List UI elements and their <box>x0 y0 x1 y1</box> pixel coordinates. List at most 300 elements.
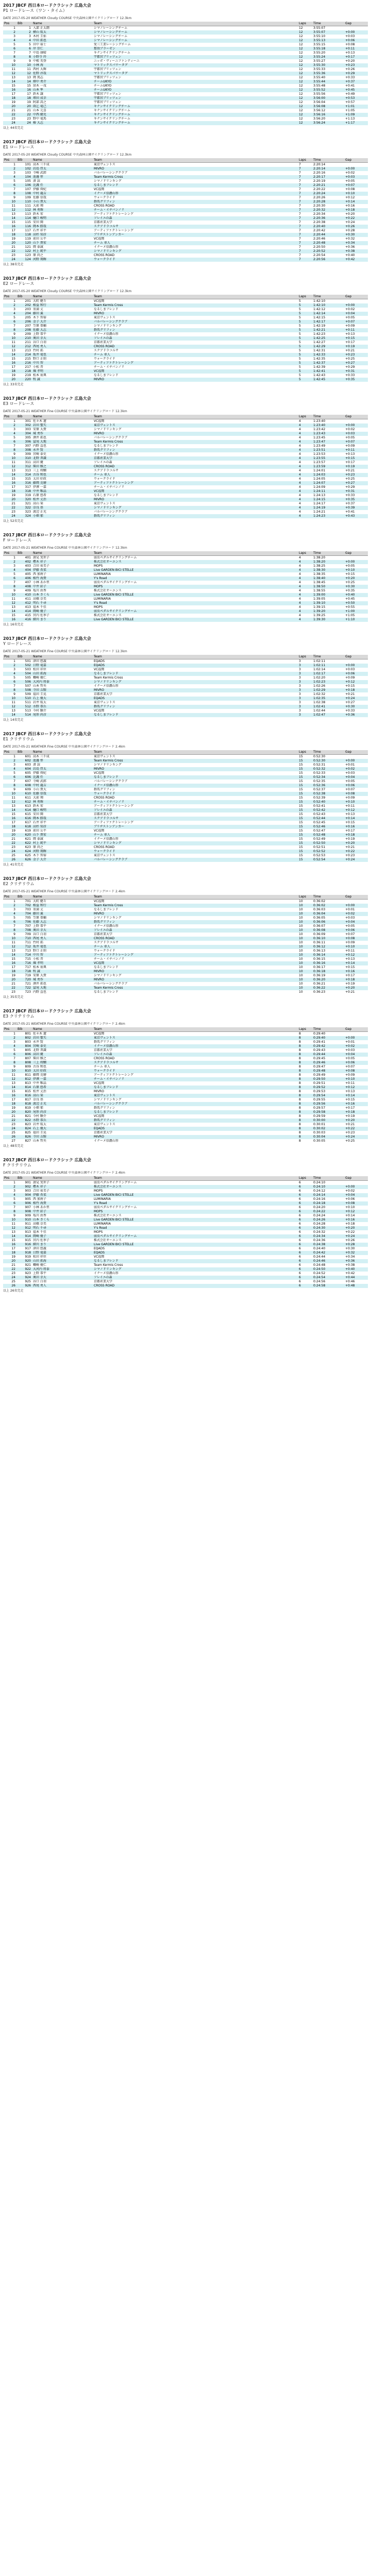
table-cell: 104 <box>16 175 32 179</box>
table-row <box>3 1234 368 1239</box>
table-cell: 5 <box>298 328 312 332</box>
table-cell: 5 <box>298 361 312 365</box>
table-cell: 1:24:23 <box>312 514 344 518</box>
race-category: E2 ロードレース <box>3 281 35 286</box>
table-cell <box>344 26 368 31</box>
table-cell: 2:20:46 <box>312 237 344 241</box>
table-cell: 2 <box>3 904 16 908</box>
table-row <box>3 514 368 518</box>
table-cell: +0:20 <box>344 1118 368 1123</box>
table-cell: +0:36 <box>344 245 368 249</box>
table-cell: 那須ブラーゼン <box>93 47 298 51</box>
table-row <box>3 953 368 957</box>
table-cell: 7 <box>298 171 312 175</box>
table-cell: MOPS <box>93 605 298 609</box>
table-cell: 1:42:39 <box>312 365 344 369</box>
table-cell: 19 <box>3 974 16 978</box>
table-cell: 蠣崎 優仁 <box>32 676 93 680</box>
table-row <box>3 303 368 308</box>
table-cell: 12 <box>298 109 312 113</box>
table-cell: 0:29:58 <box>312 1110 344 1114</box>
table-cell: 812 <box>16 1077 32 1081</box>
table-row <box>3 697 368 701</box>
table-cell: 8 <box>298 1098 312 1102</box>
table-cell: +0:39 <box>344 506 368 510</box>
table-cell: なるしまフレンド <box>93 965 298 970</box>
table-cell: 18 <box>3 489 16 494</box>
table-row <box>3 833 368 837</box>
table-cell: +0:04 <box>344 1193 368 1197</box>
table-cell: 伊藤 杏菜 <box>32 568 93 572</box>
table-cell: +0:12 <box>344 808 368 812</box>
table-cell: 松井 丈治 <box>32 498 93 502</box>
table-cell: 11 <box>3 341 16 345</box>
table-row <box>3 1098 368 1102</box>
table-cell: 7 <box>3 684 16 688</box>
table-cell: 15 <box>298 845 312 850</box>
column-header: Name <box>32 1176 93 1181</box>
table-cell: +0:19 <box>344 1114 368 1118</box>
table-cell: 18 <box>3 1251 16 1255</box>
table-cell: +0:55 <box>344 605 368 609</box>
table-cell: 10 <box>298 912 312 916</box>
table-cell: チームUKYO <box>93 80 298 84</box>
table-cell: 7 <box>298 249 312 253</box>
table-cell: 514 <box>16 713 32 717</box>
table-cell: 0:36:03 <box>312 908 344 912</box>
table-cell: 8 <box>3 1061 16 1065</box>
table-cell: 6 <box>298 1226 312 1230</box>
table-cell: 細川 まり <box>32 1243 93 1247</box>
table-cell: 12 <box>298 39 312 43</box>
table-cell: 408 <box>16 585 32 589</box>
table-cell: 0:24:20 <box>312 1206 344 1210</box>
table-row <box>3 312 368 316</box>
table-cell: 8 <box>298 1061 312 1065</box>
table-row <box>3 788 368 792</box>
table-cell: 松井 丈治 <box>32 1090 93 1094</box>
table-cell: 26 <box>3 1135 16 1139</box>
table-cell: チーム・イチバンノリ <box>93 957 298 961</box>
table-cell: +0:37 <box>344 502 368 506</box>
column-header: Pos <box>3 895 16 900</box>
finisher-note: 以上 14名完走 <box>3 718 24 722</box>
table-cell: Live GARDEN BICI STELLE <box>93 568 298 572</box>
table-cell: ウォークライド <box>93 850 298 854</box>
column-header: Pos <box>3 295 16 299</box>
table-row <box>3 945 368 949</box>
table-cell: 301 <box>16 419 32 424</box>
table-cell: 城 勇作 <box>32 978 93 982</box>
race-info: DATE 2017-05-21 WEATHER Fine COURSE 中央森林公園サイクリングロード 2.4km <box>3 745 125 749</box>
table-cell: 1:42:12 <box>312 308 344 312</box>
table-cell: 石原 悠希 <box>32 494 93 498</box>
table-cell: 野中 竜馬 <box>32 117 93 121</box>
table-cell: 0:29:47 <box>312 1065 344 1069</box>
table-row <box>3 1214 368 1218</box>
table-row <box>3 825 368 829</box>
table-cell: 酒井 拓也 <box>32 436 93 440</box>
table-cell: 607 <box>16 779 32 784</box>
table-row <box>3 1267 368 1272</box>
table-cell: 雨乞 竜己 <box>32 105 93 109</box>
table-cell: 612 <box>16 800 32 804</box>
table-cell: 1:24:09 <box>312 485 344 489</box>
table-cell: Team Kermis Cross <box>93 904 298 908</box>
table-cell: 7 <box>298 258 312 262</box>
column-header: Team <box>93 1176 298 1181</box>
table-cell: +0:22 <box>344 1230 368 1234</box>
table-row <box>3 1081 368 1086</box>
table-cell: 704 <box>16 912 32 916</box>
table-cell: +0:45 <box>344 88 368 92</box>
table-row <box>3 179 368 183</box>
table-cell: 207 <box>16 324 32 328</box>
table-cell: 615 <box>16 812 32 817</box>
table-cell: 8 <box>298 1086 312 1090</box>
table-cell: 4 <box>298 618 312 622</box>
table-row <box>3 200 368 204</box>
table-cell: 1:42:27 <box>312 341 344 345</box>
table-cell: 4 <box>298 494 312 498</box>
table-cell: +0:04 <box>344 775 368 779</box>
table-cell: +0:42 <box>344 1272 368 1276</box>
table-cell: 3 <box>3 668 16 672</box>
table-cell: ソレイユの森 <box>93 928 298 933</box>
table-row <box>3 1131 368 1135</box>
table-cell: 3 <box>298 680 312 684</box>
table-cell: 5 <box>3 916 16 920</box>
table-row <box>3 593 368 597</box>
table-cell: 12 <box>298 43 312 47</box>
table-row <box>3 904 368 908</box>
table-cell: 2:20:19 <box>312 179 344 183</box>
table-cell: 6 <box>298 1284 312 1288</box>
table-cell: 0:29:43 <box>312 1048 344 1053</box>
table-cell: 808 <box>16 1061 32 1065</box>
table-cell: 0:52:43 <box>312 812 344 817</box>
table-cell: 920 <box>16 1259 32 1263</box>
table-row <box>3 1069 368 1073</box>
table-cell: 7 <box>3 1206 16 1210</box>
table-cell: 3:56:24 <box>312 121 344 125</box>
table-row <box>3 357 368 361</box>
table-cell: 0:52:31 <box>312 763 344 767</box>
table-row <box>3 1226 368 1230</box>
table-row <box>3 498 368 502</box>
table-cell: 伊藤 舜紀 <box>32 188 93 192</box>
table-cell: 316 <box>16 481 32 485</box>
table-cell: 古谷 和也 <box>32 473 93 477</box>
table-cell: +0:14 <box>344 961 368 965</box>
table-cell: 10 <box>298 941 312 945</box>
race-section <box>3 636 368 722</box>
table-cell: 6 <box>298 1201 312 1206</box>
table-cell: +0:05 <box>344 779 368 784</box>
table-cell: 12 <box>3 945 16 949</box>
table-cell: 21 <box>3 1114 16 1118</box>
table-cell: 1:42:35 <box>312 357 344 361</box>
table-cell: 14 <box>3 808 16 812</box>
table-row <box>3 1057 368 1061</box>
column-header: Name <box>32 1027 93 1032</box>
race-category: E2 クリテリウム <box>3 882 35 886</box>
table-cell: 0:52:44 <box>312 817 344 821</box>
table-cell <box>344 900 368 904</box>
table-cell: 24 <box>3 850 16 854</box>
table-cell: 0:24:12 <box>312 1189 344 1193</box>
table-cell: 牧 誠 <box>32 970 93 974</box>
table-cell: 826 <box>16 1135 32 1139</box>
table-cell: 0:29:40 <box>312 1032 344 1037</box>
table-cell: 石上 優大 <box>32 1127 93 1131</box>
table-cell: 7 <box>298 245 312 249</box>
table-cell: ソレイユの森 <box>93 808 298 812</box>
table-cell: 323 <box>16 510 32 514</box>
table-cell: EQADS <box>93 659 298 664</box>
table-row <box>3 1139 368 1143</box>
table-cell: 608 <box>16 784 32 788</box>
table-cell: 21 <box>16 109 32 113</box>
table-row <box>3 188 368 192</box>
table-row <box>3 1189 368 1193</box>
table-cell: 8 <box>3 192 16 196</box>
table-cell: +0:17 <box>344 829 368 833</box>
table-cell: +0:21 <box>344 845 368 850</box>
table-cell: 大河内 将泰 <box>32 1267 93 1272</box>
table-row <box>3 253 368 258</box>
table-cell: 寺崎 武郎 <box>32 171 93 175</box>
table-cell: 今村 駿介 <box>32 1114 93 1118</box>
table-cell: スクアドラコルサ <box>93 941 298 945</box>
column-header: Name <box>32 750 93 755</box>
table-cell: 小山 貴大 <box>32 788 93 792</box>
table-header-row <box>3 158 368 163</box>
table-row <box>3 175 368 179</box>
table-cell: 15 <box>298 759 312 763</box>
table-cell: 1:38:45 <box>312 581 344 585</box>
table-cell: 22 <box>3 249 16 253</box>
table-cell: 921 <box>16 1263 32 1267</box>
column-header: Pos <box>3 655 16 659</box>
table-cell: 7 <box>3 444 16 448</box>
table-cell: 0:36:04 <box>312 912 344 916</box>
table-cell: +0:09 <box>344 444 368 448</box>
table-cell: 松本 祐典 <box>32 374 93 378</box>
table-row <box>3 759 368 763</box>
column-header: Gap <box>344 1027 368 1032</box>
race-title: 2017 JBCF 西日本ロードクラシック 広島大会 <box>3 1158 91 1162</box>
race-section <box>3 1009 368 1148</box>
table-cell: 小松 晋 <box>32 957 93 961</box>
table-cell: 岩島 啓太 <box>32 767 93 771</box>
table-row <box>3 577 368 581</box>
table-cell: 312 <box>16 465 32 469</box>
table-cell: 802 <box>16 1036 32 1040</box>
table-cell: +0:02 <box>344 171 368 175</box>
table-cell: 0:36:02 <box>312 904 344 908</box>
table-cell: +0:40 <box>344 593 368 597</box>
table-cell: シマノドリンキング <box>93 249 298 253</box>
table-cell: 0:52:36 <box>312 784 344 788</box>
table-row <box>3 701 368 705</box>
table-cell: 8 <box>3 1210 16 1214</box>
table-cell: 904 <box>16 1193 32 1197</box>
column-header: Team <box>93 415 298 419</box>
table-cell: +0:10 <box>344 1077 368 1081</box>
table-cell: 2:20:50 <box>312 245 344 249</box>
column-header: Time <box>312 655 344 659</box>
table-cell: 10 <box>298 990 312 994</box>
table-row <box>3 241 368 245</box>
table-cell: 924 <box>16 1276 32 1280</box>
table-cell: 石上 優大 <box>32 697 93 701</box>
table-row <box>3 506 368 510</box>
table-cell: 4 <box>3 568 16 572</box>
table-cell: 816 <box>16 1094 32 1098</box>
column-header: Time <box>312 415 344 419</box>
table-cell: チーム・イチバンノリ <box>93 1077 298 1081</box>
table-cell: 3 <box>298 672 312 676</box>
table-cell: 15 <box>298 808 312 812</box>
table-row <box>3 1218 368 1222</box>
table-cell: +0:29 <box>344 72 368 76</box>
finisher-note: 以上 26名完走 <box>3 1289 24 1293</box>
table-cell: 弱虫ペダルサイクリングチーム <box>93 609 298 614</box>
table-cell: 4 <box>298 448 312 452</box>
table-cell: 藤田 翼 <box>32 912 93 916</box>
table-cell: 502 <box>16 664 32 668</box>
table-cell: +0:08 <box>344 792 368 796</box>
table-cell: シマノドリンキング <box>93 506 298 510</box>
table-cell: 709 <box>16 933 32 937</box>
table-cell: 1 <box>3 419 16 424</box>
table-cell: 3 <box>3 763 16 767</box>
table-row <box>3 564 368 568</box>
table-cell: VC福岡 <box>93 1081 298 1086</box>
table-cell: 810 <box>16 1069 32 1073</box>
table-cell: Team Kermis Cross <box>93 759 298 763</box>
table-cell: 908 <box>16 1210 32 1214</box>
table-cell: +0:12 <box>344 953 368 957</box>
table-cell: Y's Road <box>93 1201 298 1206</box>
table-cell: 松田 祥位 <box>32 668 93 672</box>
table-cell: 12 <box>3 601 16 605</box>
table-cell: 916 <box>16 1243 32 1247</box>
table-cell: 1:38:20 <box>312 556 344 561</box>
table-row <box>3 428 368 432</box>
table-cell: +0:18 <box>344 1222 368 1226</box>
table-cell: シマノドリンキング <box>93 763 298 767</box>
column-header: Time <box>312 895 344 900</box>
table-cell: 4 <box>3 672 16 676</box>
table-cell: 4 <box>298 465 312 469</box>
table-cell: +0:35 <box>344 589 368 593</box>
table-cell: Live GARDEN BICI STELLE <box>93 1218 298 1222</box>
table-cell: 718 <box>16 970 32 974</box>
table-cell: 4 <box>298 589 312 593</box>
table-row <box>3 990 368 994</box>
table-cell: 奥田 幸大 <box>32 928 93 933</box>
table-cell: 3:55:13 <box>312 39 344 43</box>
table-cell: 山本 哲央 <box>32 684 93 688</box>
table-cell: 4 <box>298 560 312 564</box>
table-cell: 京都産業大学 <box>93 456 298 461</box>
table-cell: 413 <box>16 605 32 609</box>
table-cell: +0:40 <box>344 1267 368 1272</box>
table-cell: 8 <box>298 1053 312 1057</box>
table-row <box>3 1118 368 1123</box>
table-cell: 弱虫ペダルサイクリングチーム <box>93 556 298 561</box>
table-cell: 807 <box>16 1057 32 1061</box>
table-cell: VC福岡 <box>93 829 298 833</box>
table-cell: 909 <box>16 1214 32 1218</box>
table-cell: 15 <box>298 784 312 788</box>
table-cell: +0:06 <box>344 672 368 676</box>
table-cell: 3:56:16 <box>312 113 344 117</box>
table-cell: シマノレーシングチーム <box>93 26 298 31</box>
table-cell: 10 <box>298 904 312 908</box>
table-cell: 0:29:56 <box>312 1102 344 1106</box>
table-row <box>3 109 368 113</box>
table-cell: 1:24:05 <box>312 477 344 481</box>
table-cell: チーム 車人 <box>93 241 298 245</box>
table-cell: スクアドラコルサ <box>93 225 298 229</box>
table-cell: 京都産業大学 <box>93 692 298 697</box>
table-cell: 305 <box>16 436 32 440</box>
table-cell: 3:55:30 <box>312 63 344 67</box>
table-row <box>3 1259 368 1263</box>
table-row <box>3 618 368 622</box>
table-cell: 0:24:24 <box>312 1214 344 1218</box>
table-cell: 2 <box>3 167 16 171</box>
table-cell: MIVRO <box>93 767 298 771</box>
table-cell: チーム 車人 <box>93 945 298 949</box>
table-cell: VC福岡 <box>93 1114 298 1118</box>
table-cell: 25 <box>3 1131 16 1135</box>
table-row <box>3 258 368 262</box>
table-cell: +0:05 <box>344 316 368 320</box>
table-cell: 10 <box>298 974 312 978</box>
table-cell: 椿 大志 <box>32 121 93 125</box>
table-row <box>3 341 368 345</box>
column-header: Laps <box>298 22 312 26</box>
table-cell: 12 <box>298 30 312 35</box>
table-row <box>3 1090 368 1094</box>
table-row <box>3 581 368 585</box>
table-cell: 3:55:18 <box>312 47 344 51</box>
table-cell: 4 <box>298 485 312 489</box>
table-cell: 唐見 実世子 <box>32 556 93 561</box>
table-cell: 3:55:48 <box>312 84 344 88</box>
table-cell: 0:24:56 <box>312 1280 344 1284</box>
table-cell: 中井 唯晶 <box>32 489 93 494</box>
table-cell: 1:42:15 <box>312 316 344 320</box>
table-cell: 1:02:14 <box>312 668 344 672</box>
table-cell: 512 <box>16 705 32 709</box>
table-cell: LUMINARIA <box>93 572 298 577</box>
table-cell: 15 <box>298 817 312 821</box>
table-cell: 23 <box>3 1123 16 1127</box>
table-row <box>3 92 368 96</box>
table-cell: 9 <box>3 332 16 336</box>
table-cell: +0:00 <box>344 1185 368 1189</box>
table-row <box>3 76 368 80</box>
table-cell: 7 <box>298 196 312 200</box>
table-cell: 12 <box>298 63 312 67</box>
table-cell: スクアドラコルサ <box>93 349 298 353</box>
table-cell: 0:36:05 <box>312 916 344 920</box>
